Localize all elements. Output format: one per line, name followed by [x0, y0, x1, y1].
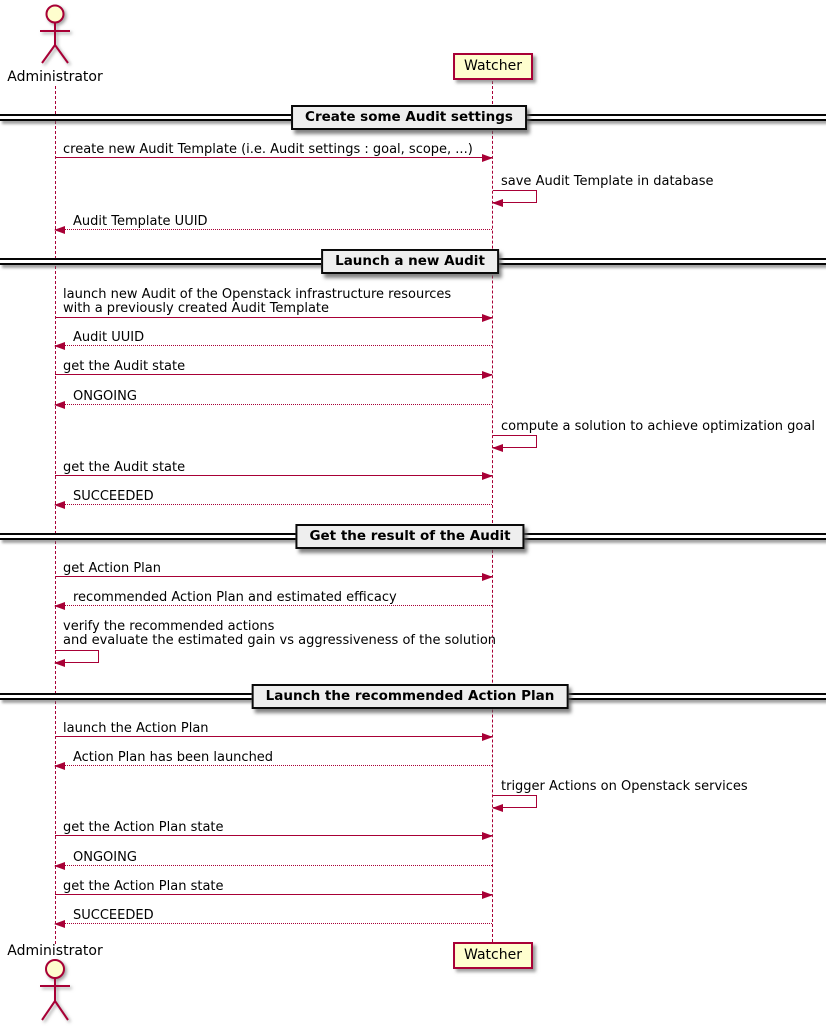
message-label: get the Audit state [63, 460, 186, 475]
actor-icon-administrator-bottom [36, 958, 74, 1028]
divider-label-2: Launch a new Audit [321, 249, 499, 274]
message-label: recommended Action Plan and estimated efficacy [73, 590, 397, 605]
message-arrow [55, 605, 492, 606]
message-label: SUCCEEDED [73, 908, 154, 923]
actor-label-administrator-bottom: Administrator [7, 943, 103, 959]
self-message-arrow [55, 650, 99, 663]
message-arrow [55, 865, 492, 866]
divider-label-4: Launch the recommended Action Plan [252, 684, 569, 709]
lifeline-administrator [55, 86, 56, 944]
message-arrow [55, 765, 492, 766]
message-label: get Action Plan [63, 561, 161, 576]
divider-label-3: Get the result of the Audit [295, 524, 524, 549]
message-arrow [55, 345, 492, 346]
lifeline-watcher [492, 81, 493, 942]
message-label: with a previously created Audit Template [63, 301, 330, 316]
message-label: launch the Action Plan [63, 721, 209, 736]
message-label: and evaluate the estimated gain vs aggressiveness of the solution [63, 633, 497, 648]
message-label: get the Action Plan state [63, 879, 224, 894]
message-arrow [55, 576, 492, 577]
message-label: get the Action Plan state [63, 820, 224, 835]
message-arrow [55, 475, 492, 476]
message-arrow [55, 229, 492, 230]
message-label: Audit Template UUID [73, 214, 208, 229]
message-label: Action Plan has been launched [73, 750, 274, 765]
divider-label-1: Create some Audit settings [291, 105, 527, 130]
actor-icon-administrator-top [36, 4, 74, 71]
message-arrow [55, 504, 492, 505]
message-label: ONGOING [73, 389, 137, 404]
message-label: trigger Actions on Openstack services [501, 779, 748, 794]
message-arrow [55, 404, 492, 405]
message-label: save Audit Template in database [501, 174, 714, 189]
message-label: Audit UUID [73, 330, 145, 345]
self-message-arrow [493, 795, 537, 808]
message-label: create new Audit Template (i.e. Audit settings : goal, scope, ...) [63, 142, 473, 157]
message-label: SUCCEEDED [73, 489, 154, 504]
message-label: get the Audit state [63, 359, 186, 374]
actor-label-administrator-top: Administrator [7, 69, 103, 85]
message-arrow [55, 736, 492, 737]
message-arrow [55, 157, 492, 158]
message-label: compute a solution to achieve optimization goal [501, 419, 815, 434]
self-message-arrow [493, 190, 537, 203]
participant-watcher-bottom: Watcher [453, 942, 533, 969]
message-arrow [55, 317, 492, 318]
message-arrow [55, 374, 492, 375]
message-arrow [55, 894, 492, 895]
message-label: launch new Audit of the Openstack infrastructure resources [63, 287, 452, 302]
participant-watcher-top: Watcher [453, 53, 533, 80]
message-arrow [55, 835, 492, 836]
message-label: ONGOING [73, 850, 137, 865]
self-message-arrow [493, 435, 537, 448]
message-label: verify the recommended actions [63, 619, 275, 634]
message-arrow [55, 923, 492, 924]
